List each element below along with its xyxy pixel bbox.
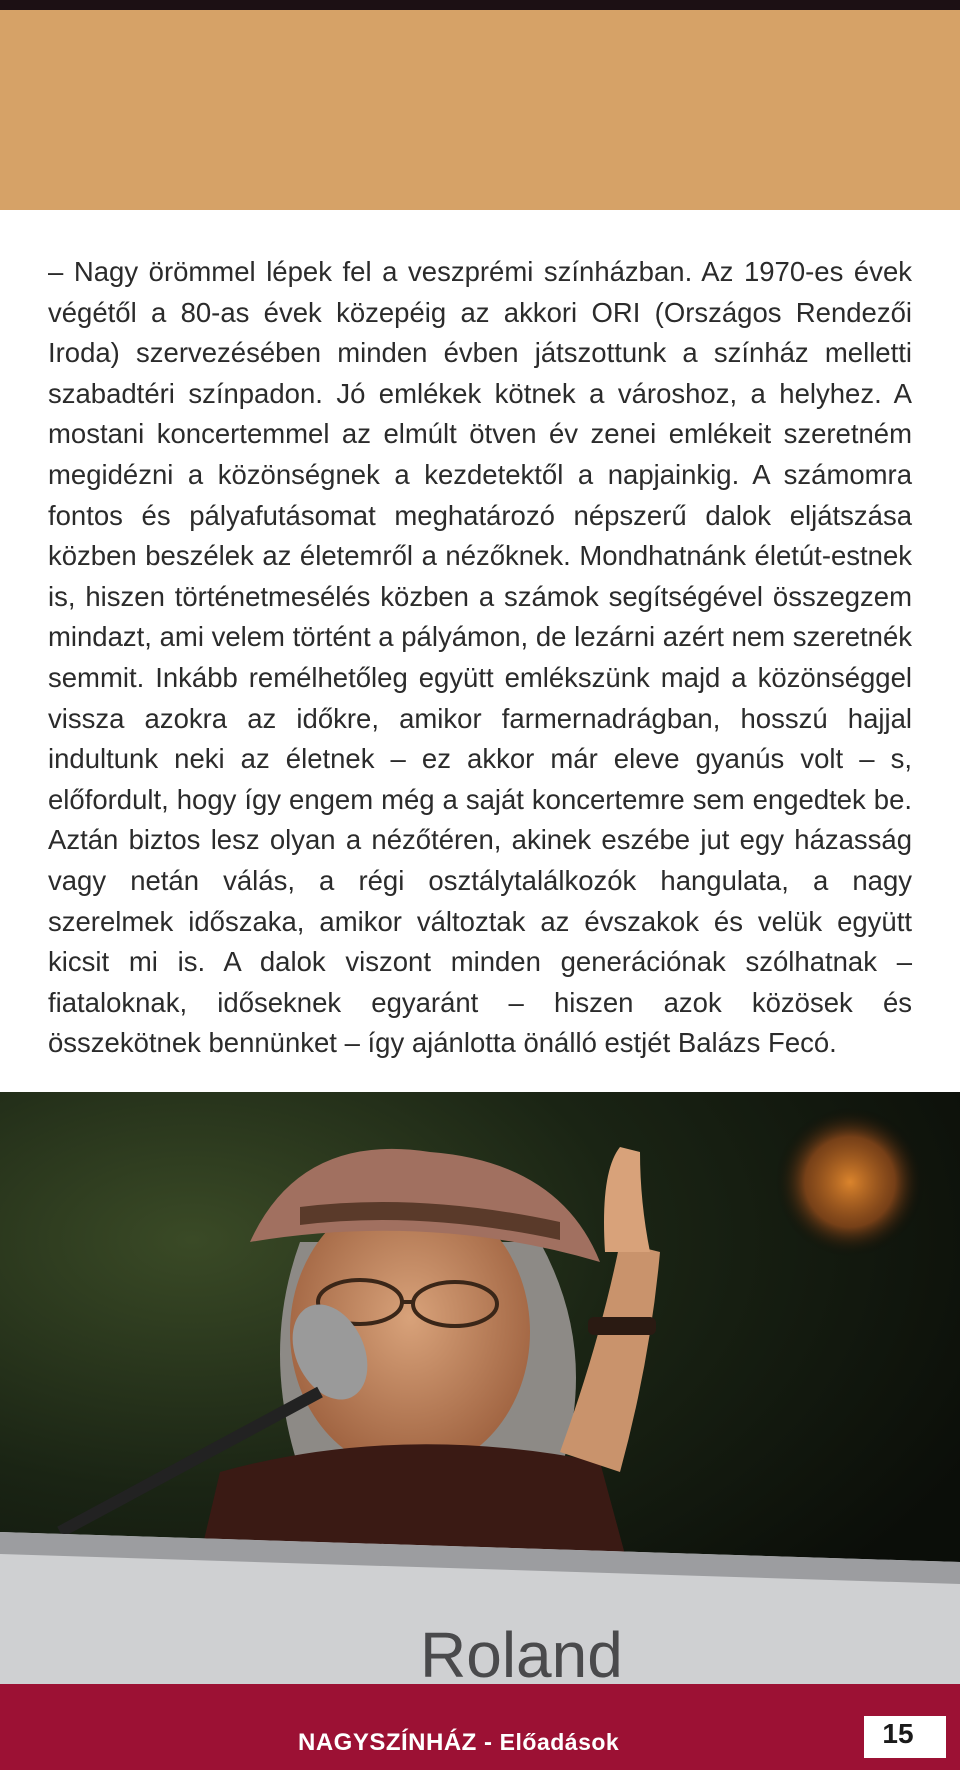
top-bar — [0, 0, 960, 10]
article-paragraph: – Nagy örömmel lépek fel a veszprémi színházban. Az 1970-es évek végétől a 80-as évek közepéig az akkori ORI (Országos Rendezői Iroda) szervezésében minden évben játszottunk a színház melletti szabadtéri színpadon. Jó emlékek kötnek a városhoz, a helyhez. A mostani koncertemmel az elmúlt ötven év zenei emlékeit szeretném megidézni a közönségnek a kezdetektől a napjainkig. A számomra fontos és pályafutásomat meghatározó népszerű dalok eljátszása közben beszélek az életemről a nézőknek. Mondhatnánk életút-estnek is, hiszen történetmesélés közben a számok segítségével összegzem mindazt, ami velem történt a pályámon, de lezárni azért nem szeretnék semmit. Inkább remélhetőleg együtt emlékszünk majd a közönséggel vissza azokra az időkre, amikor farmernadrágban, hosszú hajjal indultunk neki az életnek – ez akkor már eleve gyanús volt – s, előfordult, hogy így engem még a saját koncertemre sem engedtek be. Aztán biztos lesz olyan a nézőtéren, akinek eszébe jut egy házasság vagy netán válás, a régi osztálytalálkozók hangulata, a nagy szerelmek időszaka, amikor változtak az évszakok és velük együtt kicsit mi is. A dalok viszont minden generációnak szólhatnak – fiataloknak, időseknek egyaránt – hiszen azok közösek és összekötnek bennünket – így ajánlotta önálló estjét Balázs Fecó. — [48, 256, 912, 1059]
footer-section: NAGYSZÍNHÁZ — [298, 1729, 477, 1756]
keyboard-brand-text: Roland — [420, 1619, 623, 1684]
header-color-band — [0, 10, 960, 210]
page-number: 15 — [882, 1718, 914, 1749]
footer-section-title — [298, 1729, 619, 1757]
footer-subsection: Előadások — [499, 1729, 620, 1755]
footer-bar — [0, 1684, 960, 1770]
wristband — [588, 1317, 656, 1335]
pointing-hand — [604, 1147, 650, 1252]
concert-photo — [0, 1092, 960, 1684]
concert-photo-illustration — [0, 1092, 960, 1684]
stage-light — [775, 1107, 925, 1257]
footer-separator: - — [476, 1729, 500, 1756]
